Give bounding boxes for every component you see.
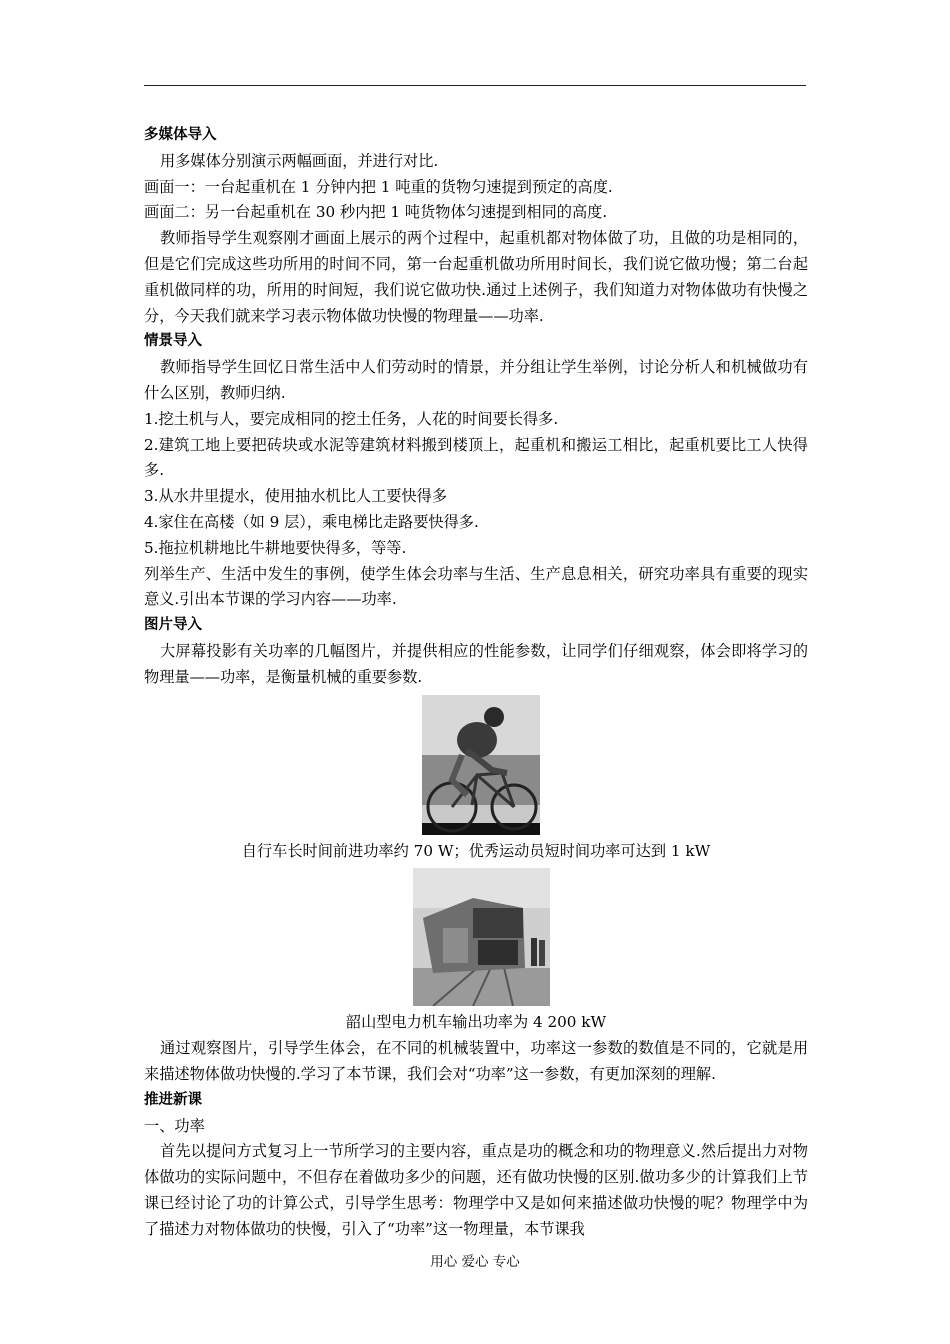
- paragraph: 列举生产、生活中发生的事例，使学生体会功率与生活、生产息息相关，研究功率具有重要的现实意义.引出本节课的学习内容——功率.: [144, 564, 808, 609]
- paragraph: 大屏幕投影有关功率的几幅图片，并提供相应的性能参数，让同学们仔细观察，体会即将学习的物理量——功率，是衡量机械的重要参数.: [144, 641, 808, 686]
- figure-caption: 自行车长时间前进功率约 70 W；优秀运动员短时间功率可达到 1 kW: [241, 841, 711, 860]
- paragraph: 通过观察图片，引导学生体会，在不同的机械装置中，功率这一参数的数值是不同的，它就是用来描述物体做功快慢的.学习了本节课，我们会对“功率”这一参数，有更加深刻的理解.: [144, 1039, 808, 1083]
- paragraph: 首先以提问方式复习上一节所学习的主要内容，重点是功的概念和功的物理意义.然后提出力对物体做功的实际问题中，不但存在着做功多少的问题，还有做功快慢的区别.做功多少的计算我们上节课已经讨论了功的计算公式，引导学生思考：物理学中又是如何来描述做功快慢的呢？物理学中为了描述力对物体做功的快慢，引入了“功率”这一物理量，本节课我: [144, 1142, 808, 1238]
- list-item: 2.建筑工地上要把砖块或水泥等建筑材料搬到楼顶上，起重机和搬运工相比，起重机要比工人快得多.: [144, 435, 808, 480]
- page-footer: 用心 爱心 专心: [430, 1254, 520, 1270]
- paragraph: 用多媒体分别演示两幅画面，并进行对比.: [160, 151, 439, 170]
- section-heading-multimedia: 多媒体导入: [144, 127, 217, 143]
- document-body: [144, 123, 808, 1243]
- list-item: 1.挖土机与人，要完成相同的挖土任务，人花的时间要长得多.: [144, 409, 559, 428]
- figure-cyclist: [144, 695, 808, 835]
- paragraph: 画面二：另一台起重机在 30 秒内把 1 吨货物体匀速提到相同的高度.: [144, 203, 608, 222]
- cyclist-image: [422, 695, 540, 835]
- header-rule: [144, 85, 806, 86]
- list-item: 3.从水井里提水，使用抽水机比人工要快得多: [144, 487, 448, 506]
- section-heading-scenario: 情景导入: [144, 333, 202, 350]
- list-item: 4.家住在高楼（如 9 层），乘电梯比走路要快得多.: [144, 512, 479, 531]
- list-item: 5.拖拉机耕地比牛耕地要快得多，等等.: [144, 538, 407, 557]
- paragraph: 教师指导学生观察刚才画面上展示的两个过程中，起重机都对物体做了功，且做的功是相同的，但是它们完成这些功所用的时间不同，第一台起重机做功所用时间长，我们说它做功慢；第二台起重机做同样的功，所用的时间短，我们说它做功快.通过上述例子，我们知道力对物体做功有快慢之分，今天我们就来学习表示物体做功快慢的物理量——功率.: [144, 229, 808, 325]
- section-heading-pictures: 图片导入: [144, 617, 202, 634]
- subsection-heading: 一、功率: [144, 1116, 205, 1135]
- locomotive-photo: [413, 868, 550, 1006]
- paragraph: 画面一：一台起重机在 1 分钟内把 1 吨重的货物匀速提到预定的高度.: [144, 177, 613, 196]
- figure-locomotive: [144, 868, 808, 1006]
- locomotive-image: [413, 868, 550, 1006]
- figure-caption: 韶山型电力机车输出功率为 4 200 kW: [345, 1013, 607, 1032]
- section-heading-new-lesson: 推进新课: [144, 1091, 202, 1108]
- cyclist-photo: [422, 695, 540, 835]
- paragraph: 教师指导学生回忆日常生活中人们劳动时的情景，并分组让学生举例，讨论分析人和机械做功有什么区别，教师归纳.: [144, 358, 808, 402]
